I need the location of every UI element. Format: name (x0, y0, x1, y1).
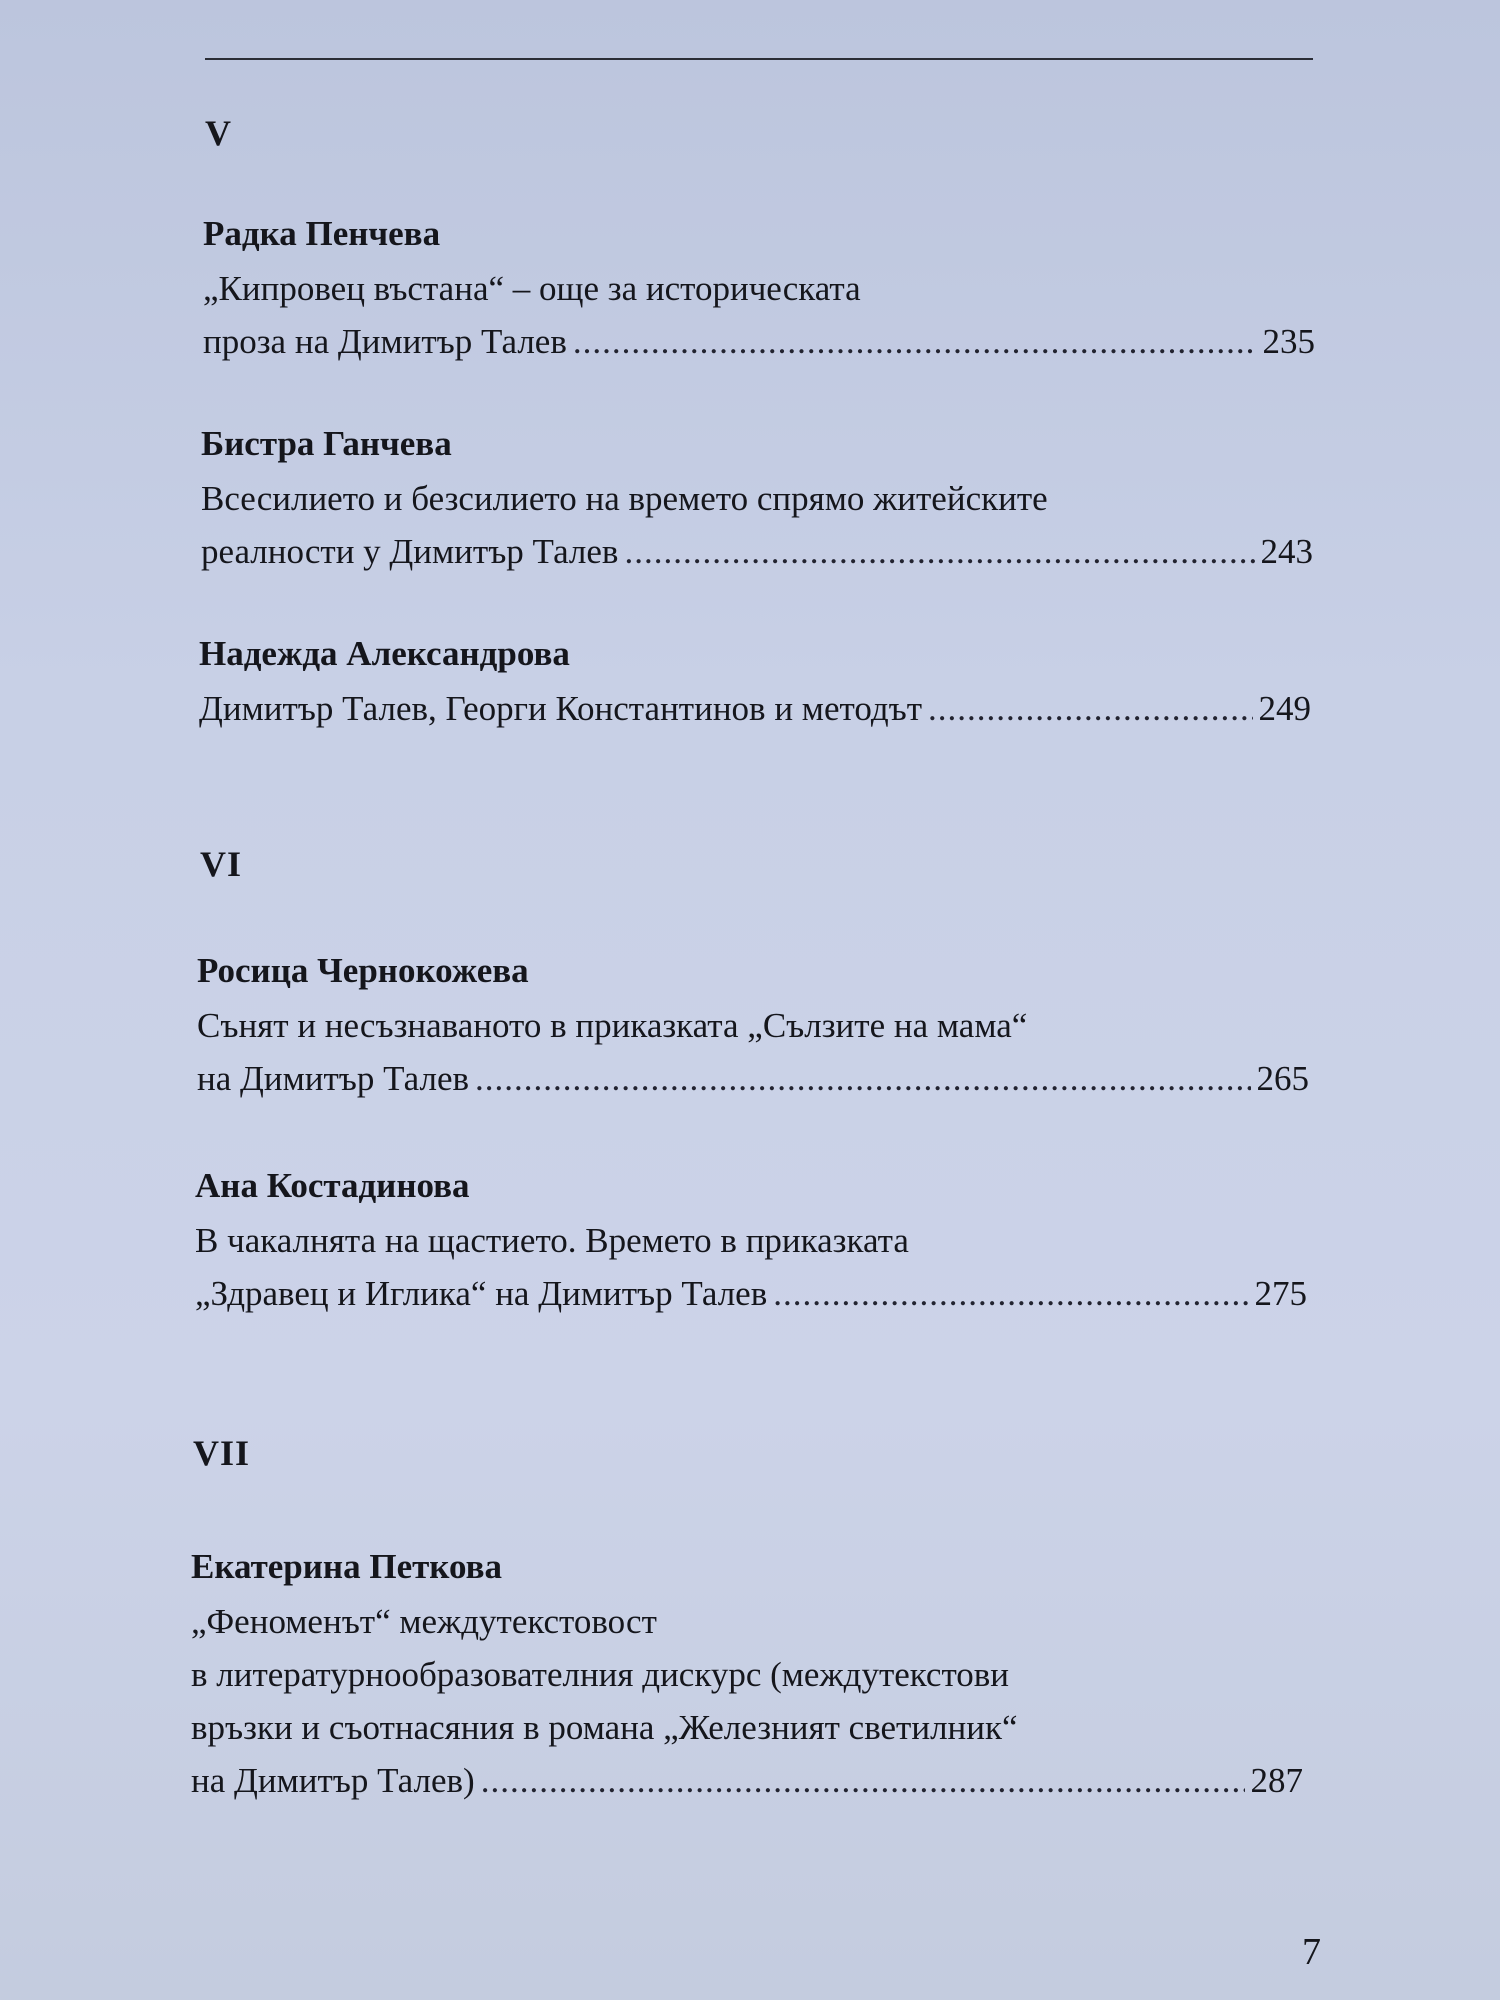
entry-title-line: връзки и съотнасяния в романа „Железният светилник“ (191, 1708, 1018, 1747)
entry-author: Надежда Александрова (199, 634, 570, 673)
entry-page-number: 287 (1250, 1761, 1303, 1800)
entry-title-line: на Димитър Талев (197, 1059, 470, 1098)
entry-last-line (203, 315, 1315, 368)
entry-author: Радка Пенчева (203, 214, 441, 253)
entry-title-line: „Здравец и Иглика“ на Димитър Талев (195, 1274, 768, 1313)
entry-title-line: Всесилието и безсилието на времето спрямо житейските (201, 479, 1048, 518)
entry-author: Екатерина Петкова (191, 1547, 503, 1586)
entry-title-line: на Димитър Талев) (191, 1761, 475, 1800)
entry-author: Росица Чернокожева (197, 951, 529, 990)
toc-entry (191, 1541, 1303, 1807)
entry-last-line (199, 682, 1311, 735)
toc-entry (199, 628, 1311, 735)
entry-title-line: реалности у Димитър Талев (201, 532, 619, 571)
entry-page-number: 235 (1262, 322, 1315, 361)
dot-leader (481, 1754, 1245, 1807)
toc-entry (197, 945, 1309, 1105)
entry-title-line: В чакалнята на щастието. Времето в приказката (195, 1221, 909, 1260)
entry-last-line (191, 1754, 1303, 1807)
entry-title-line: проза на Димитър Талев (203, 322, 567, 361)
entry-last-line (201, 525, 1313, 578)
entry-page-number: 243 (1260, 532, 1313, 571)
dot-leader (475, 1052, 1250, 1105)
entry-author: Бистра Ганчева (201, 424, 452, 463)
page-number: 7 (1302, 1931, 1321, 1973)
section-heading-v: V (205, 113, 232, 153)
entry-title-line: Димитър Талев, Георги Константинов и методът (199, 689, 923, 728)
toc-entry (195, 1160, 1307, 1320)
entry-page-number: 249 (1258, 689, 1311, 728)
entry-title-line: „Кипровец въстана“ – още за историческата (203, 269, 861, 308)
section-heading-vii: VII (193, 1433, 251, 1473)
entry-author: Ана Костадинова (195, 1166, 470, 1205)
entry-title-line: Сънят и несъзнаваното в приказката „Сълзите на мама“ (197, 1006, 1028, 1045)
top-rule (205, 58, 1313, 60)
entry-last-line (195, 1267, 1307, 1320)
toc-entry (201, 418, 1313, 578)
entry-page-number: 275 (1254, 1274, 1307, 1313)
dot-leader (573, 315, 1257, 368)
entry-title-line: в литературнообразователния дискурс (междутекстови (191, 1655, 1010, 1694)
entry-page-number: 265 (1256, 1059, 1309, 1098)
entry-last-line (197, 1052, 1309, 1105)
dot-leader (928, 682, 1252, 735)
section-heading-vi: VI (200, 844, 243, 884)
dot-leader (773, 1267, 1248, 1320)
entry-title-line: „Феноменът“ междутекстовост (191, 1602, 657, 1641)
toc-entry (203, 208, 1315, 368)
dot-leader (624, 525, 1254, 578)
